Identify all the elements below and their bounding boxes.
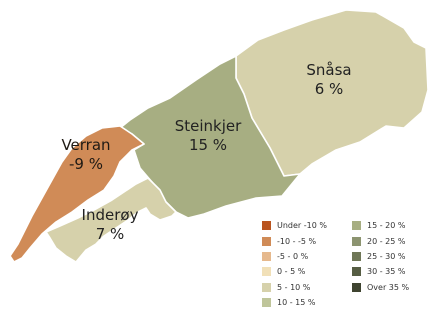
region-name: Verran [61, 136, 111, 154]
legend-label: 20 - 25 % [367, 236, 406, 246]
legend-label: 30 - 35 % [367, 267, 406, 277]
legend-swatch [262, 237, 271, 246]
map-legend [262, 218, 422, 308]
legend-column-right [352, 218, 409, 295]
legend-swatch [352, 237, 361, 246]
legend-label: 10 - 15 % [277, 298, 316, 308]
legend-swatch [262, 283, 271, 292]
legend-column-left [262, 218, 327, 310]
legend-label: 15 - 20 % [367, 221, 406, 231]
region-label-steinkjer [158, 117, 258, 155]
legend-swatch [352, 221, 361, 230]
legend-item [262, 295, 327, 310]
legend-swatch [262, 298, 271, 307]
legend-swatch [352, 252, 361, 261]
region-label-verran [46, 136, 126, 174]
legend-label: 25 - 30 % [367, 251, 406, 261]
region-value: 7 % [95, 225, 125, 243]
legend-item [262, 233, 327, 248]
legend-item [352, 249, 409, 264]
legend-item [262, 264, 327, 279]
region-name: Steinkjer [174, 117, 242, 135]
region-value: 15 % [188, 136, 228, 154]
legend-swatch [262, 221, 271, 230]
legend-item [262, 218, 327, 233]
legend-item [262, 280, 327, 295]
legend-item [262, 249, 327, 264]
legend-label: Over 35 % [367, 282, 410, 292]
legend-swatch [352, 283, 361, 292]
legend-label: 0 - 5 % [277, 267, 306, 277]
legend-swatch [262, 267, 271, 276]
legend-swatch [352, 267, 361, 276]
legend-swatch [262, 252, 271, 261]
legend-item [352, 218, 409, 233]
region-name: Snåsa [306, 61, 352, 79]
legend-item [352, 264, 409, 279]
region-name: Inderøy [81, 206, 139, 224]
legend-item [352, 233, 409, 248]
region-label-inderoy [70, 206, 150, 244]
legend-label: -5 - 0 % [277, 251, 309, 261]
region-label-snasa [284, 61, 374, 99]
legend-item [352, 280, 409, 295]
legend-label: -10 - -5 % [277, 236, 317, 246]
legend-label: Under -10 % [277, 221, 327, 231]
region-value: 6 % [314, 80, 344, 98]
legend-label: 5 - 10 % [277, 282, 311, 292]
region-value: -9 % [69, 155, 103, 173]
